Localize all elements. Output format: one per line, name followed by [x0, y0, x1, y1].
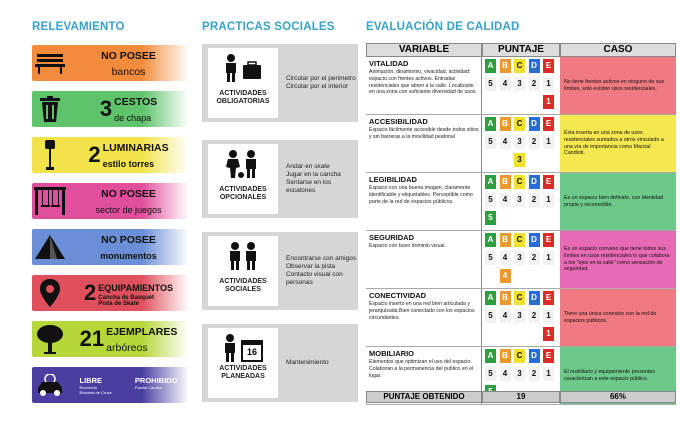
grade-letter: E	[543, 233, 554, 247]
rel-libre-sub1: Recorrido	[79, 384, 97, 390]
grade-number: 5	[485, 367, 496, 381]
practica-planeadas	[202, 324, 358, 402]
grade-number: 4	[500, 193, 511, 207]
grade-letter: D	[529, 349, 540, 363]
grade-letter: B	[500, 175, 511, 189]
grade-number: 5	[485, 135, 496, 149]
table-row	[366, 57, 676, 115]
heading-evaluacion: EVALUACIÓN DE CALIDAD	[366, 21, 520, 33]
score-mark: 5	[485, 211, 496, 225]
variable-cell	[366, 57, 482, 114]
variable-title: LEGIBILIDAD	[369, 175, 417, 184]
grade-letter: B	[500, 349, 511, 363]
grade-letter: A	[485, 59, 496, 73]
header-caso: CASO	[560, 43, 676, 57]
footer-percent: 66%	[560, 391, 676, 403]
grade-letter: B	[500, 59, 511, 73]
rel-item-arboreos	[32, 321, 189, 357]
rel-item-juegos	[32, 183, 189, 219]
grade-number: 3	[514, 77, 525, 91]
grade-letter: C	[514, 349, 525, 363]
practica-sociales-line: Encontrarse con amigos	[286, 255, 357, 263]
practica-sociales-label2: SOCIALES	[225, 286, 261, 294]
pyramid-icon	[32, 229, 68, 265]
grade-number: 3	[514, 251, 525, 265]
grade-number: 3	[514, 367, 525, 381]
grade-number: 5	[485, 251, 496, 265]
practica-sociales-label1: ACTIVIDADES	[219, 278, 267, 285]
calendar-icon	[223, 334, 263, 362]
practica-sociales-line: Contacto visual con	[286, 271, 343, 278]
rel-bancos-line2: bancos	[111, 66, 146, 78]
grade-letter: B	[500, 117, 511, 131]
grade-letter: C	[514, 175, 525, 189]
rel-equipamientos-sub2: Pista de Skate	[98, 301, 139, 307]
rel-juegos-line2: sector de juegos	[95, 205, 162, 215]
rel-cestos-line2: de chapa	[114, 113, 152, 123]
rel-item-monumentos	[32, 229, 189, 265]
variable-cell	[366, 231, 482, 288]
rel-libre-sub2: Bicicleta de Cruce	[79, 389, 112, 395]
grade-letter: C	[514, 59, 525, 73]
score-mark: 4	[500, 269, 511, 283]
rel-prohibido-sub: Parcial Caution	[134, 384, 163, 390]
variable-desc: Espacio fácilmente accesible desde todos sitios y sin barreras a la movilidad peatonal	[369, 127, 479, 140]
grade-number: 3	[514, 309, 525, 323]
practica-sociales-line: Observar la pista	[286, 263, 336, 271]
table-row	[366, 173, 676, 231]
practica-obligatorias	[202, 44, 358, 122]
grade-number: 1	[543, 309, 554, 323]
variable-title: ACCESIBILIDAD	[369, 117, 428, 126]
heading-relevamiento: RELEVAMIENTO	[32, 21, 125, 33]
grade-letter: A	[485, 233, 496, 247]
grade-letter: D	[529, 117, 540, 131]
caso-cell: Tiene una única conexión con la red de espacios públicos.	[560, 289, 676, 346]
practica-obligatorias-line: Circular por el perimetro	[286, 75, 356, 83]
practica-planeadas-label2: PLANEADAS	[221, 373, 265, 381]
rel-luminarias-line2: estilo torres	[102, 159, 155, 169]
grade-letter: A	[485, 291, 496, 305]
grade-number: 3	[514, 193, 525, 207]
grade-number: 1	[543, 135, 554, 149]
table-row	[366, 289, 676, 347]
variable-cell	[366, 289, 482, 346]
practica-obligatorias-label2: OBLIGATORIAS	[216, 98, 270, 106]
variable-cell	[366, 115, 482, 172]
grade-letter: E	[543, 117, 554, 131]
grade-letter: E	[543, 59, 554, 73]
grade-number: 1	[543, 193, 554, 207]
calendar-day: 16	[241, 340, 263, 362]
table-row	[366, 231, 676, 289]
grade-letter: C	[514, 233, 525, 247]
grade-number: 2	[529, 251, 540, 265]
practica-planeadas-line: Mantenimiento	[286, 359, 329, 367]
practica-planeadas-label1: ACTIVIDADES	[219, 365, 267, 372]
score-mark: 1	[543, 327, 554, 341]
rel-arboreos-line2: arbóreos	[106, 342, 148, 354]
rel-item-circulacion	[32, 367, 189, 403]
rel-arboreos-line1: EJEMPLARES	[106, 326, 178, 338]
header-variable: VARIABLE	[366, 43, 482, 57]
rel-prohibido-label: PROHIBIDO	[134, 375, 178, 385]
grade-number: 1	[543, 367, 554, 381]
rel-item-cestos	[32, 91, 189, 127]
caso-cell: Es un espacio convexo que tiene todos sus límites en usos residenciales lo que colabora a los "ojos en la calle" como sensación de seguridad.	[560, 231, 676, 288]
grade-number: 4	[500, 77, 511, 91]
grade-letter: A	[485, 117, 496, 131]
rel-bancos-line1: NO POSEE	[101, 50, 156, 62]
footer-label: PUNTAJE OBTENIDO	[366, 391, 482, 403]
practica-obligatorias-label1: ACTIVIDADES	[219, 90, 267, 97]
grade-number: 4	[500, 367, 511, 381]
variable-desc: Animación, dinamismo, vivacidad, actividad: espacio con frentes activos. Entradas residenciales que abren a la calle. Localizado en una zona con suficiente diversidad de usos.	[369, 69, 477, 96]
table-row	[366, 115, 676, 173]
practica-opcionales-line: Jugar en la cancha	[286, 171, 341, 179]
variable-desc: Espacio con una buena imagen, claramente identificable y etiquetables. Perceptible como parte de la red de espacios públicos.	[369, 185, 473, 205]
rel-equipamientos-count: 2	[84, 280, 97, 305]
score-mark: 1	[543, 95, 554, 109]
rel-monumentos-line2: monumentos	[100, 251, 157, 261]
rel-cestos-line1: CESTOS	[114, 96, 158, 108]
grade-letter: C	[514, 117, 525, 131]
rel-equipamientos-sub1: Cancha de Basquet	[98, 295, 154, 301]
grade-number: 5	[485, 77, 496, 91]
bench-icon	[32, 45, 68, 81]
rel-luminarias-line1: LUMINARIAS	[102, 142, 169, 154]
grade-letter: B	[500, 233, 511, 247]
practica-opcionales-line: escalones	[286, 186, 316, 194]
grade-letter: D	[529, 233, 540, 247]
variable-title: CONECTIVIDAD	[369, 291, 427, 300]
variable-desc: Espacio con buen dominio visual.	[369, 243, 446, 249]
practica-sociales	[202, 232, 358, 310]
tree-icon	[32, 321, 68, 357]
rel-luminarias-count: 2	[88, 142, 101, 167]
grade-number: 4	[500, 135, 511, 149]
practica-opcionales-line: Sentarse en los	[286, 179, 332, 186]
practica-opcionales-line: Andar en skate	[286, 163, 330, 171]
grade-letter: A	[485, 175, 496, 189]
grade-number: 1	[543, 77, 554, 91]
practica-opcionales-label1: ACTIVIDADES	[219, 186, 267, 193]
trash-can-icon	[32, 91, 68, 127]
footer-score: 19	[482, 391, 560, 403]
grade-number: 2	[529, 367, 540, 381]
grade-number: 1	[543, 251, 554, 265]
swing-icon	[32, 183, 68, 219]
grade-number: 2	[529, 309, 540, 323]
practica-opcionales	[202, 140, 358, 218]
rel-libre-label: LIBRE	[79, 375, 103, 385]
rel-juegos-line1: NO POSEE	[101, 188, 156, 200]
variable-title: VITALIDAD	[369, 59, 409, 68]
grade-letter: D	[529, 291, 540, 305]
caso-cell: Esta inserta en una zona de usos residenciales sumados a otros vinculado a una vía de importancia como Marcial Candioti.	[560, 115, 676, 172]
variable-title: SEGURIDAD	[369, 233, 415, 242]
grade-letter: C	[514, 291, 525, 305]
variable-title: MOBILIARIO	[369, 349, 414, 358]
grade-letter: D	[529, 175, 540, 189]
rel-equipamientos-line1: EQUIPAMIENTOS	[98, 283, 173, 293]
grade-letter: A	[485, 349, 496, 363]
two-people-icon	[226, 242, 260, 275]
rel-cestos-count: 3	[99, 96, 113, 121]
people-ball-icon	[223, 150, 263, 183]
grade-letter: B	[500, 291, 511, 305]
grade-number: 5	[485, 309, 496, 323]
grade-number: 3	[514, 135, 525, 149]
practica-opcionales-label2: OPCIONALES	[219, 194, 267, 202]
caso-cell: Es un espacio bien definido, con identidad propia y reconocible.	[560, 173, 676, 230]
grade-number: 2	[529, 135, 540, 149]
rel-item-bancos	[32, 45, 189, 81]
rel-arboreos-count: 21	[79, 326, 105, 351]
variable-desc: Espacio inserto en una red bien articulada y jerarquizada.Bien conectado con los espacios circundantes.	[369, 301, 475, 321]
person-briefcase-icon	[223, 54, 263, 87]
street-lamp-icon	[32, 137, 68, 173]
grade-number: 4	[500, 251, 511, 265]
grade-letter: E	[543, 175, 554, 189]
grade-letter: E	[543, 349, 554, 363]
rel-item-luminarias	[32, 137, 189, 173]
grade-number: 4	[500, 309, 511, 323]
heading-practicas: PRACTICAS SOCIALES	[202, 21, 335, 33]
practica-obligatorias-line: Circular por el interior	[286, 83, 349, 90]
grade-letter: D	[529, 59, 540, 73]
header-puntaje: PUNTAJE	[482, 43, 560, 57]
variable-cell	[366, 173, 482, 230]
grade-number: 2	[529, 77, 540, 91]
location-pin-icon	[32, 275, 68, 311]
car-icon	[32, 367, 68, 403]
caso-cell: No tiene frentes activos en ninguno de sus límites, solo existen usos residenciales.	[560, 57, 676, 114]
variable-desc: Elementos que optimizan el uso del espacio. Colaboran a la permanencia del publico en el lugar.	[369, 359, 474, 379]
rel-item-equipamientos	[32, 275, 189, 311]
score-mark: 3	[514, 153, 525, 167]
rel-monumentos-line1: NO POSEE	[101, 234, 156, 246]
caso-cell: El mobiliario y equipamiento presentes caracterizan a este espacio público.	[560, 347, 676, 404]
practica-sociales-line: personas	[286, 278, 313, 286]
grade-letter: E	[543, 291, 554, 305]
grade-number: 2	[529, 193, 540, 207]
grade-number: 5	[485, 193, 496, 207]
